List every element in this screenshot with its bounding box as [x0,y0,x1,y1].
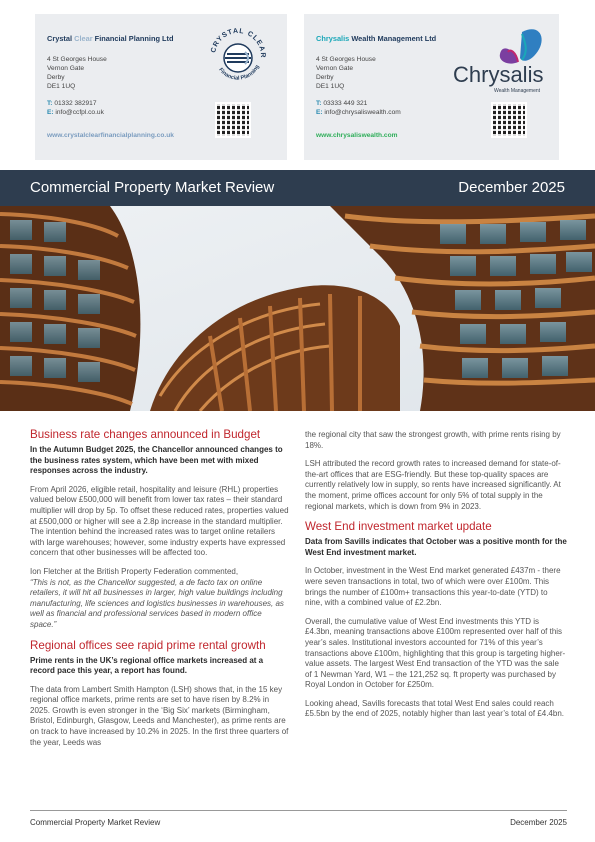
crystal-clear-phone[interactable]: 01332 382917 [52,100,97,107]
paragraph: Overall, the cumulative value of West End investments this YTD is £4.3bn, meaning transactions above £100m represented over half of this year’s sales. Institutional investors accounted for 71% of this year’s transactions above £100m, highlighting that this group is targeting higher-value assets. The largest West End transaction of the YTD was the sale of 1 Newman Yard, W1 – the 121,252 sq. ft property was purchased by Royal London in October for £250m. [305,616,566,690]
footer-date: December 2025 [510,818,567,827]
page-title: Commercial Property Market Review [30,179,275,196]
paragraph: From April 2026, eligible retail, hospitality and leisure (RHL) properties valued below £500,000 will benefit from lower tax rates – their standard multiplier will drop by 5p. To offset these reduced rates, properties valued at £500,000 or higher will see a 2.8p increase in the standard multiplier. The intention behind the increased rates was to target online retailers with large warehouses; however, some industry experts have expressed concern that other businesses will be affected too. [30,484,289,558]
paragraph: the regional city that saw the strongest growth, with prime rents rising by 18%. [305,430,561,450]
crystal-clear-logo [207,22,269,92]
crystal-clear-website-link[interactable]: www.crystalclearfinancialplanning.co.uk [47,132,174,139]
right-column [305,430,567,728]
heading-business-rates: Business rate changes announced in Budget [30,428,261,441]
title-bar [0,170,595,206]
paragraph: LSH attributed the record growth rates to increased demand for state-of-the-art offices that are ESG-friendly. But these top-quality spaces are currently relatively low in supply, so rents have increased significantly. At the moment, prime offices account for only 5% of total supply in the regional markets, which is down from 9% in 2023. [305,459,561,511]
header-band [0,0,595,168]
chrysalis-phone[interactable]: 03333 449 321 [321,100,368,107]
left-column [30,428,290,756]
heading-west-end: West End investment market update [305,520,492,534]
chrysalis-contact-card [304,14,559,160]
crystal-clear-contact: T: 01332 382917 E: info@ccfpl.co.uk [47,100,104,116]
heading-regional-offices: Regional offices see rapid prime rental growth [30,638,266,652]
hero-illustration [0,206,595,411]
svg-text:CRYSTAL CLEAR: CRYSTAL CLEAR [210,27,267,59]
svg-text:Chrysalis: Chrysalis [453,62,544,87]
paragraph: Ion Fletcher at the British Property Federation commented, [30,566,239,576]
hero-building-image [0,206,595,411]
paragraph: In October, investment in the West End market generated £437m - there were seven transactions in total, two of which were over £100m. This brings the number of £100m+ transactions this year-to-date (YTD) to nine, with a combined value of £2.2bn. [305,566,561,608]
crystal-clear-firm-name: Crystal Clear Financial Planning Ltd [47,34,174,43]
chrysalis-qr-code[interactable] [491,102,527,138]
chrysalis-firm-name: Chrysalis Wealth Management Ltd [316,34,437,43]
lead-regional-offices: Prime rents in the UK’s regional office markets increased at a record pace this year, a report has found. [30,655,264,676]
issue-date: December 2025 [458,179,565,196]
chrysalis-logo [452,22,550,98]
footer-divider [30,810,567,811]
chrysalis-email[interactable]: info@chrysaliswealth.com [322,109,401,116]
footer-title: Commercial Property Market Review [30,818,161,827]
crystal-clear-contact-card [35,14,287,160]
paragraph: The data from Lambert Smith Hampton (LSH) shows that, in the 15 key regional office markets, prime rents are set to have risen by 8.2% in 2025. Growth is even stronger in the ‘Big Six’ markets (Birmingham, Bristol, Edinburgh, Glasgow, Leeds and Manchester), as prime rents are on track to have increased by 10.2% in 2025. In the first three quarters of the year, Leeds was [30,684,289,747]
lead-west-end: Data from Savills indicates that October was a positive month for the West End investment market. [305,537,567,557]
chrysalis-website-link[interactable]: www.chrysaliswealth.com [316,132,398,139]
svg-text:Wealth Management: Wealth Management [494,88,541,94]
lead-business-rates: In the Autumn Budget 2025, the Chancellor announced changes to the business rates system, which have been met with mixed responses across the industry. [30,445,283,476]
paragraph: Looking ahead, Savills forecasts that total West End sales could reach £5.5bn by the end of 2025, notably higher than last year’s total of £4.4bn. [305,698,565,719]
crystal-clear-email[interactable]: info@ccfpl.co.uk [53,109,104,116]
quote: “This is not, as the Chancellor suggested, a de facto tax on online retailers, it will hit all businesses in larger, high value buildings including manufacturing, life sciences and logistics businesses in warehouses, as well as financial and professional services based in modern office space.” [30,577,284,629]
crystal-clear-qr-code[interactable] [215,102,251,138]
svg-text:Financial Planning: Financial Planning [217,64,261,82]
crystal-clear-address: 4 St Georges House Vernon Gate Derby DE1 1UQ [47,56,107,90]
chrysalis-address: 4 St Georges House Vernon Gate Derby DE1 1UQ [316,56,376,90]
chrysalis-contact: T: 03333 449 321 E: info@chrysaliswealth.com [316,100,401,116]
